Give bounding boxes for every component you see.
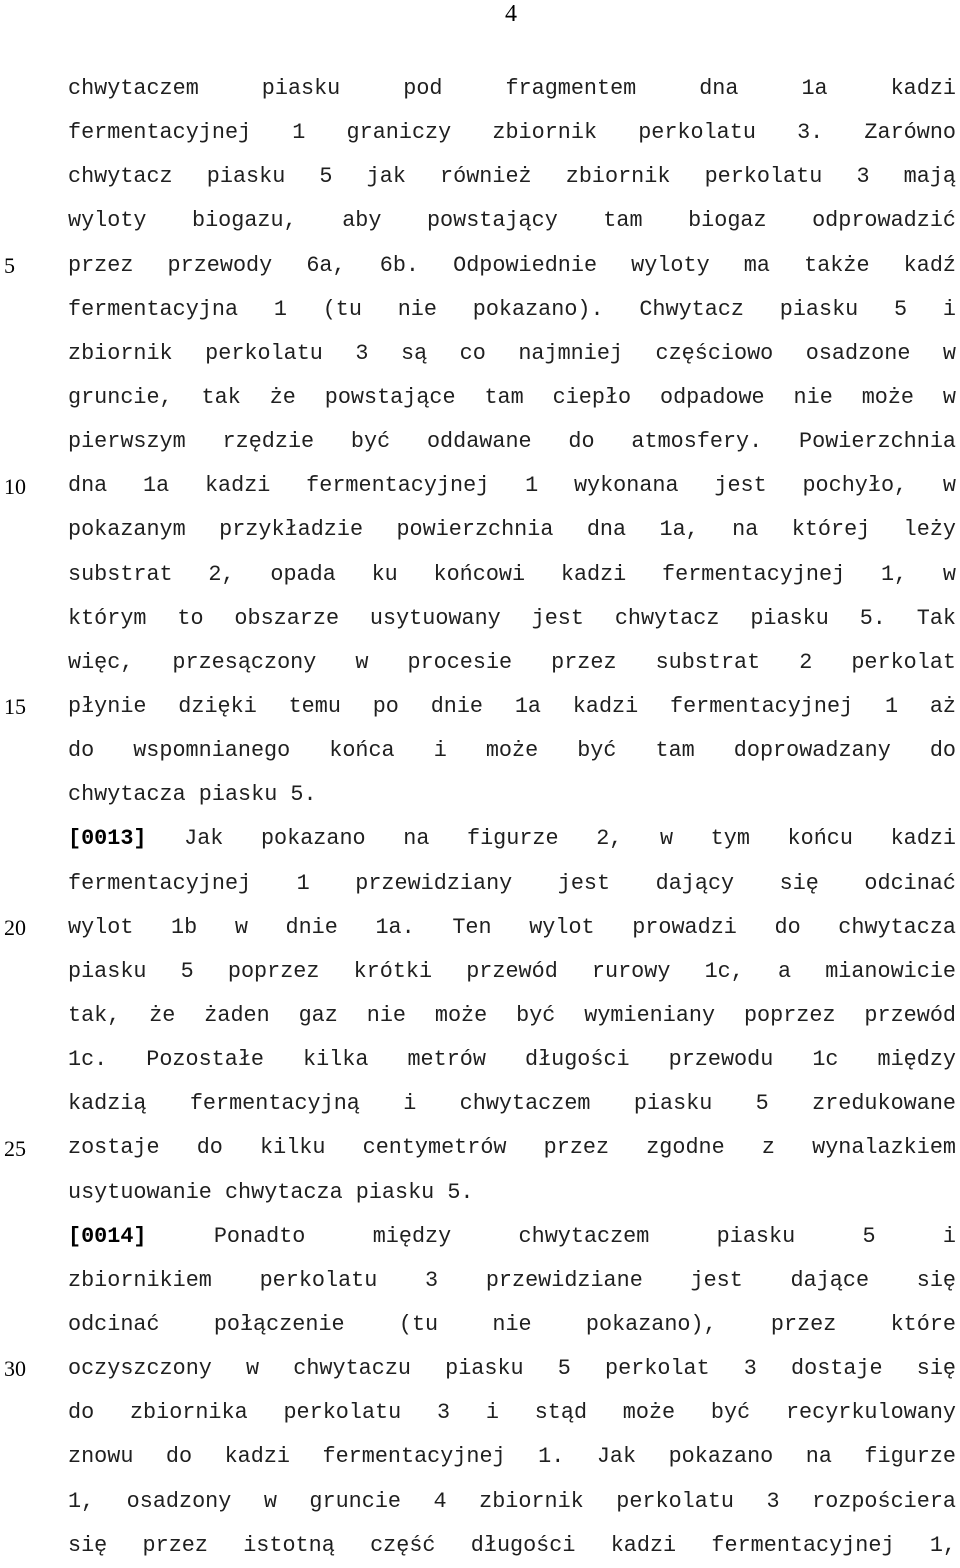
text-line: 1, osadzony w gruncie 4 zbiornik perkolatu 3 rozpościera — [68, 1488, 956, 1514]
text-line: gruncie, tak że powstające tam ciepło odpadowe nie może w — [68, 384, 956, 410]
text-line: płynie dzięki temu po dnie 1a kadzi fermentacyjnej 1 aż — [68, 693, 956, 719]
text-line: usytuowanie chwytacza piasku 5. — [68, 1179, 474, 1205]
text-line: chwytaczem piasku pod fragmentem dna 1a kadzi — [68, 76, 956, 101]
line-number: 15 — [4, 694, 26, 719]
text-line: fermentacyjnej 1 przewidziany jest dający się odcinać — [68, 870, 956, 896]
text-line: chwytacza piasku 5. — [68, 782, 317, 808]
text-line: przez przewody 6a, 6b. Odpowiednie wyloty ma także kadź — [68, 252, 956, 278]
text-line: fermentacyjnej 1 graniczy zbiornik perkolatu 3. Zarówno — [68, 120, 956, 146]
text-line: Ponadto między chwytaczem piasku 5 i — [213, 1223, 956, 1249]
text-line: pierwszym rzędzie być oddawane do atmosfery. Powierzchnia — [68, 429, 956, 455]
text-line: kadzią fermentacyjną i chwytaczem piasku 5 zredukowane — [68, 1091, 956, 1117]
text-line: wylot 1b w dnie 1a. Ten wylot prowadzi do chwytacza — [68, 914, 956, 940]
text-line: dna 1a kadzi fermentacyjnej 1 wykonana jest pochyło, w — [68, 473, 956, 499]
text-line: do zbiornika perkolatu 3 i stąd może być recyrkulowany — [68, 1400, 956, 1426]
text-line: Jak pokazano na figurze 2, w tym końcu kadzi — [184, 826, 956, 852]
text-line: oczyszczony w chwytaczu piasku 5 perkolat 3 dostaje się — [68, 1356, 956, 1382]
text-line: tak, że żaden gaz nie może być wymieniany poprzez przewód — [68, 1002, 956, 1028]
text-line: odcinać połączenie (tu nie pokazano), przez które — [68, 1311, 956, 1337]
text-line: zbiornikiem perkolatu 3 przewidziane jest dające się — [68, 1267, 956, 1293]
text-line: zbiornik perkolatu 3 są co najmniej częściowo osadzone w — [68, 340, 956, 366]
paragraph-marker: [0013] — [68, 826, 147, 852]
text-line: pokazanym przykładzie powierzchnia dna 1a, na której leży — [68, 517, 956, 543]
text-line: się przez istotną część długości kadzi fermentacyjnej 1, — [68, 1532, 956, 1558]
text-line: substrat 2, opada ku końcowi kadzi fermentacyjnej 1, w — [68, 561, 956, 587]
text-line: piasku 5 poprzez krótki przewód rurowy 1c, a mianowicie — [68, 958, 956, 984]
line-number: 5 — [4, 253, 15, 278]
paragraph-first-line — [68, 1215, 956, 1259]
text-line: więc, przesączony w procesie przez substrat 2 perkolat — [68, 649, 956, 675]
text-line: wyloty biogazu, aby powstający tam biogaz odprowadzić — [68, 208, 956, 234]
line-number: 20 — [4, 915, 26, 940]
page-number: 4 — [505, 1, 517, 27]
text-line: znowu do kadzi fermentacyjnej 1. Jak pokazano na figurze — [68, 1444, 956, 1470]
body-text — [68, 67, 956, 1568]
text-line: fermentacyjna 1 (tu nie pokazano). Chwytacz piasku 5 i — [68, 296, 956, 322]
text-line: zostaje do kilku centymetrów przez zgodne z wynalazkiem — [68, 1135, 956, 1161]
text-line: chwytacz piasku 5 jak również zbiornik perkolatu 3 mają — [68, 164, 956, 190]
line-number: 25 — [4, 1136, 26, 1161]
paragraph-first-line — [68, 817, 956, 861]
text-line: 1c. Pozostałe kilka metrów długości przewodu 1c między — [68, 1047, 956, 1073]
paragraph-marker: [0014] — [68, 1223, 147, 1249]
line-number: 30 — [4, 1356, 26, 1381]
line-number: 10 — [4, 474, 26, 499]
text-line: którym to obszarze usytuowany jest chwytacz piasku 5. Tak — [68, 605, 956, 631]
text-line: do wspomnianego końca i może być tam doprowadzany do — [68, 738, 956, 764]
